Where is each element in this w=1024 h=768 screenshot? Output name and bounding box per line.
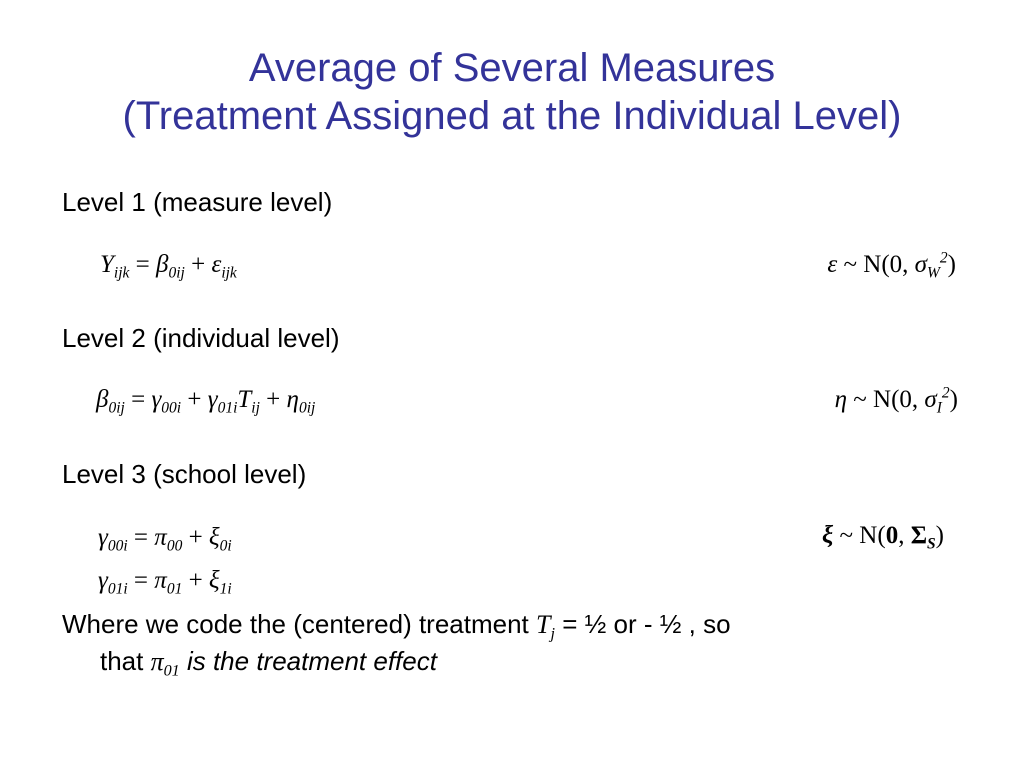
level1-distribution: ε ~ N(0, $\sigma_W^2$) bbox=[827, 249, 956, 282]
level2-distribution: η ~ N(0, $\sigma_I^2$) bbox=[834, 384, 958, 417]
note-part-3: that bbox=[100, 646, 151, 676]
level2-heading: Level 2 (individual level) bbox=[62, 323, 340, 353]
slide-title bbox=[0, 44, 1024, 140]
title-line-1: Average of Several Measures bbox=[248, 46, 776, 90]
pi-symbol: $\pi_{01}$ bbox=[150, 647, 180, 680]
level3-heading: Level 3 (school level) bbox=[62, 459, 307, 489]
note-part-2: = ½ or - ½ , so bbox=[554, 609, 731, 639]
note-part-4: is the treatment effect bbox=[179, 646, 437, 676]
treatment-coding-note bbox=[62, 606, 962, 680]
note-part-1: Where we code the (centered) treatment bbox=[62, 609, 537, 639]
treatment-symbol: $T_j$ bbox=[536, 610, 555, 643]
level3-equation-1: $\gamma_{00i} = \pi_{00} + \xi_{0i}$ bbox=[98, 524, 232, 555]
level3-equation-2: $\gamma_{01i} = \pi_{01} + \xi_{1i}$ bbox=[98, 567, 232, 598]
level1-equation: $Y_{ijk} = \beta_{0ij} + \varepsilon_{ijk}$ bbox=[100, 251, 237, 282]
level1-heading: Level 1 (measure level) bbox=[62, 187, 333, 217]
title-line-2: (Treatment Assigned at the Individual Level) bbox=[122, 94, 902, 138]
level3-distribution: ξ ~ N(0, $\Sigma_S$) bbox=[822, 522, 944, 553]
level2-equation: $\beta_{0ij} = \gamma_{00i} + \gamma_{01i}T_{ij} + \eta_{0ij}$ bbox=[96, 386, 316, 417]
